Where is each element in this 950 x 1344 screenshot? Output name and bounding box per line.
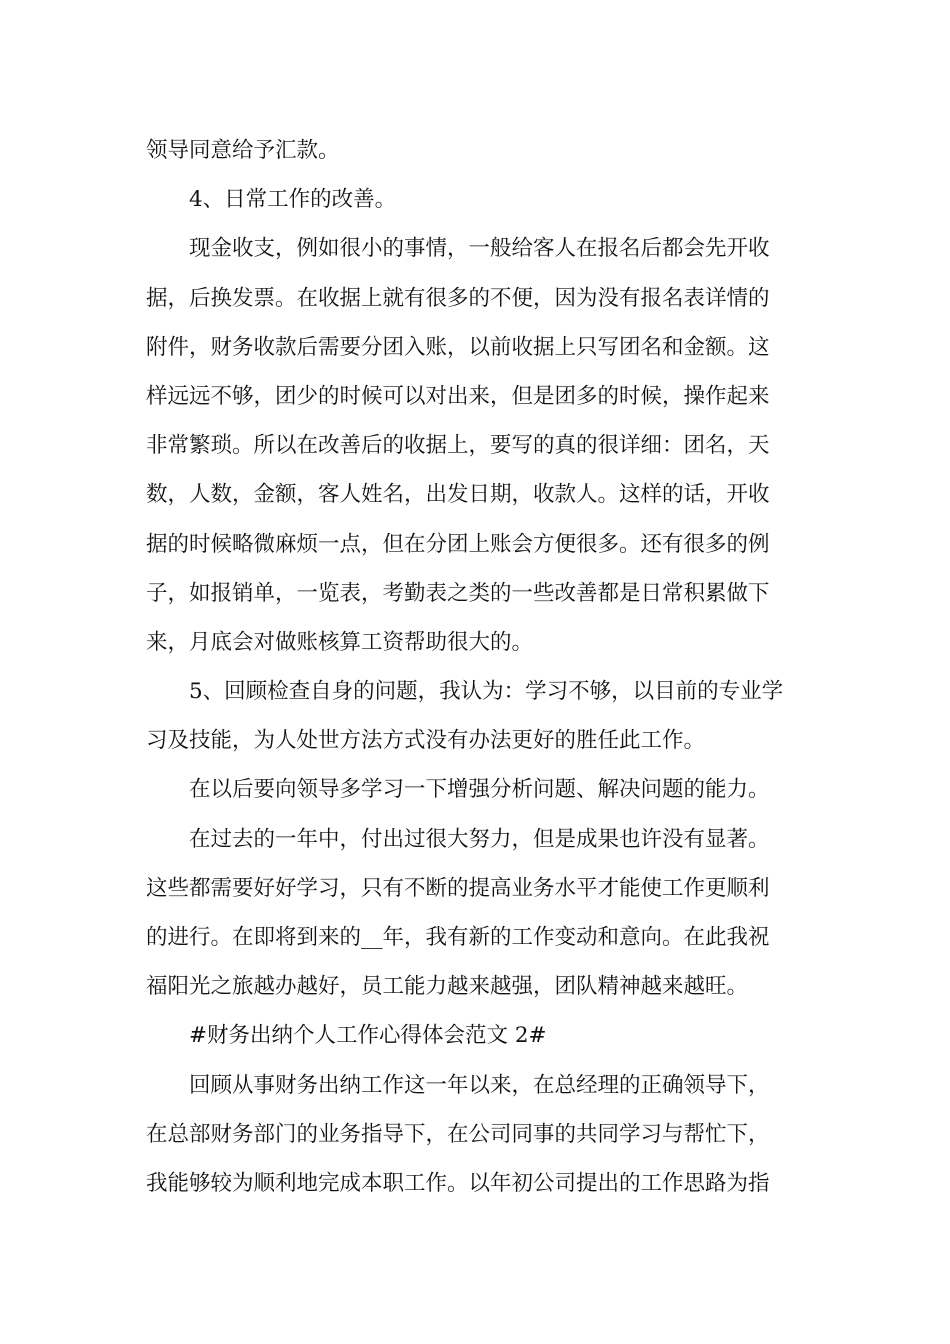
text-line: 在以后要向领导多学习一下增强分析问题、解决问题的能力。 xyxy=(189,777,770,803)
document-body xyxy=(146,126,808,1208)
text-line: 现金收支，例如很小的事情，一般给客人在报名后都会先开收 xyxy=(189,236,770,262)
text-line: 福阳光之旅越办越好，员工能力越来越强，团队精神越来越旺。 xyxy=(146,974,749,1000)
text-line: 5、回顾检查自身的问题，我认为：学习不够，以目前的专业学 xyxy=(189,679,784,705)
text-line: 在总部财务部门的业务指导下，在公司同事的共同学习与帮忙下， xyxy=(146,1121,770,1147)
text-line: 4、日常工作的改善。 xyxy=(189,187,397,213)
text-line: 的进行。在即将到来的__年，我有新的工作变动和意向。在此我祝 xyxy=(146,925,770,950)
text-line: 在过去的一年中，付出过很大努力，但是成果也许没有显著。 xyxy=(189,826,770,852)
text-line: 样远远不够，团少的时候可以对出来，但是团多的时候，操作起来 xyxy=(146,383,770,409)
text-line: 这些都需要好好学习，只有不断的提高业务水平才能使工作更顺利 xyxy=(146,875,770,901)
text-line: 数，人数，金额，客人姓名，出发日期，收款人。这样的话，开收 xyxy=(146,482,770,508)
text-line: 据的时候略微麻烦一点，但在分团上账会方便很多。还有很多的例 xyxy=(146,531,770,557)
text-line: 据，后换发票。在收据上就有很多的不便，因为没有报名表详情的 xyxy=(146,285,770,311)
text-line: 习及技能，为人处世方法方式没有办法更好的胜任此工作。 xyxy=(146,728,706,754)
text-line: 来，月底会对做账核算工资帮助很大的。 xyxy=(146,629,534,655)
text-line: #财务出纳个人工作心得体会范文 2# xyxy=(189,1023,547,1049)
text-line: 回顾从事财务出纳工作这一年以来，在总经理的正确领导下， xyxy=(189,1072,770,1098)
text-line: 领导同意给予汇款。 xyxy=(146,138,340,163)
text-line: 子，如报销单，一览表，考勤表之类的一些改善都是日常积累做下 xyxy=(146,580,770,606)
text-line: 我能够较为顺利地完成本职工作。以年初公司提出的工作思路为指 xyxy=(146,1170,770,1196)
text-line: 附件，财务收款后需要分团入账，以前收据上只写团名和金额。这 xyxy=(146,334,770,360)
text-line: 非常繁琐。所以在改善后的收据上，要写的真的很详细：团名，天 xyxy=(146,433,770,459)
